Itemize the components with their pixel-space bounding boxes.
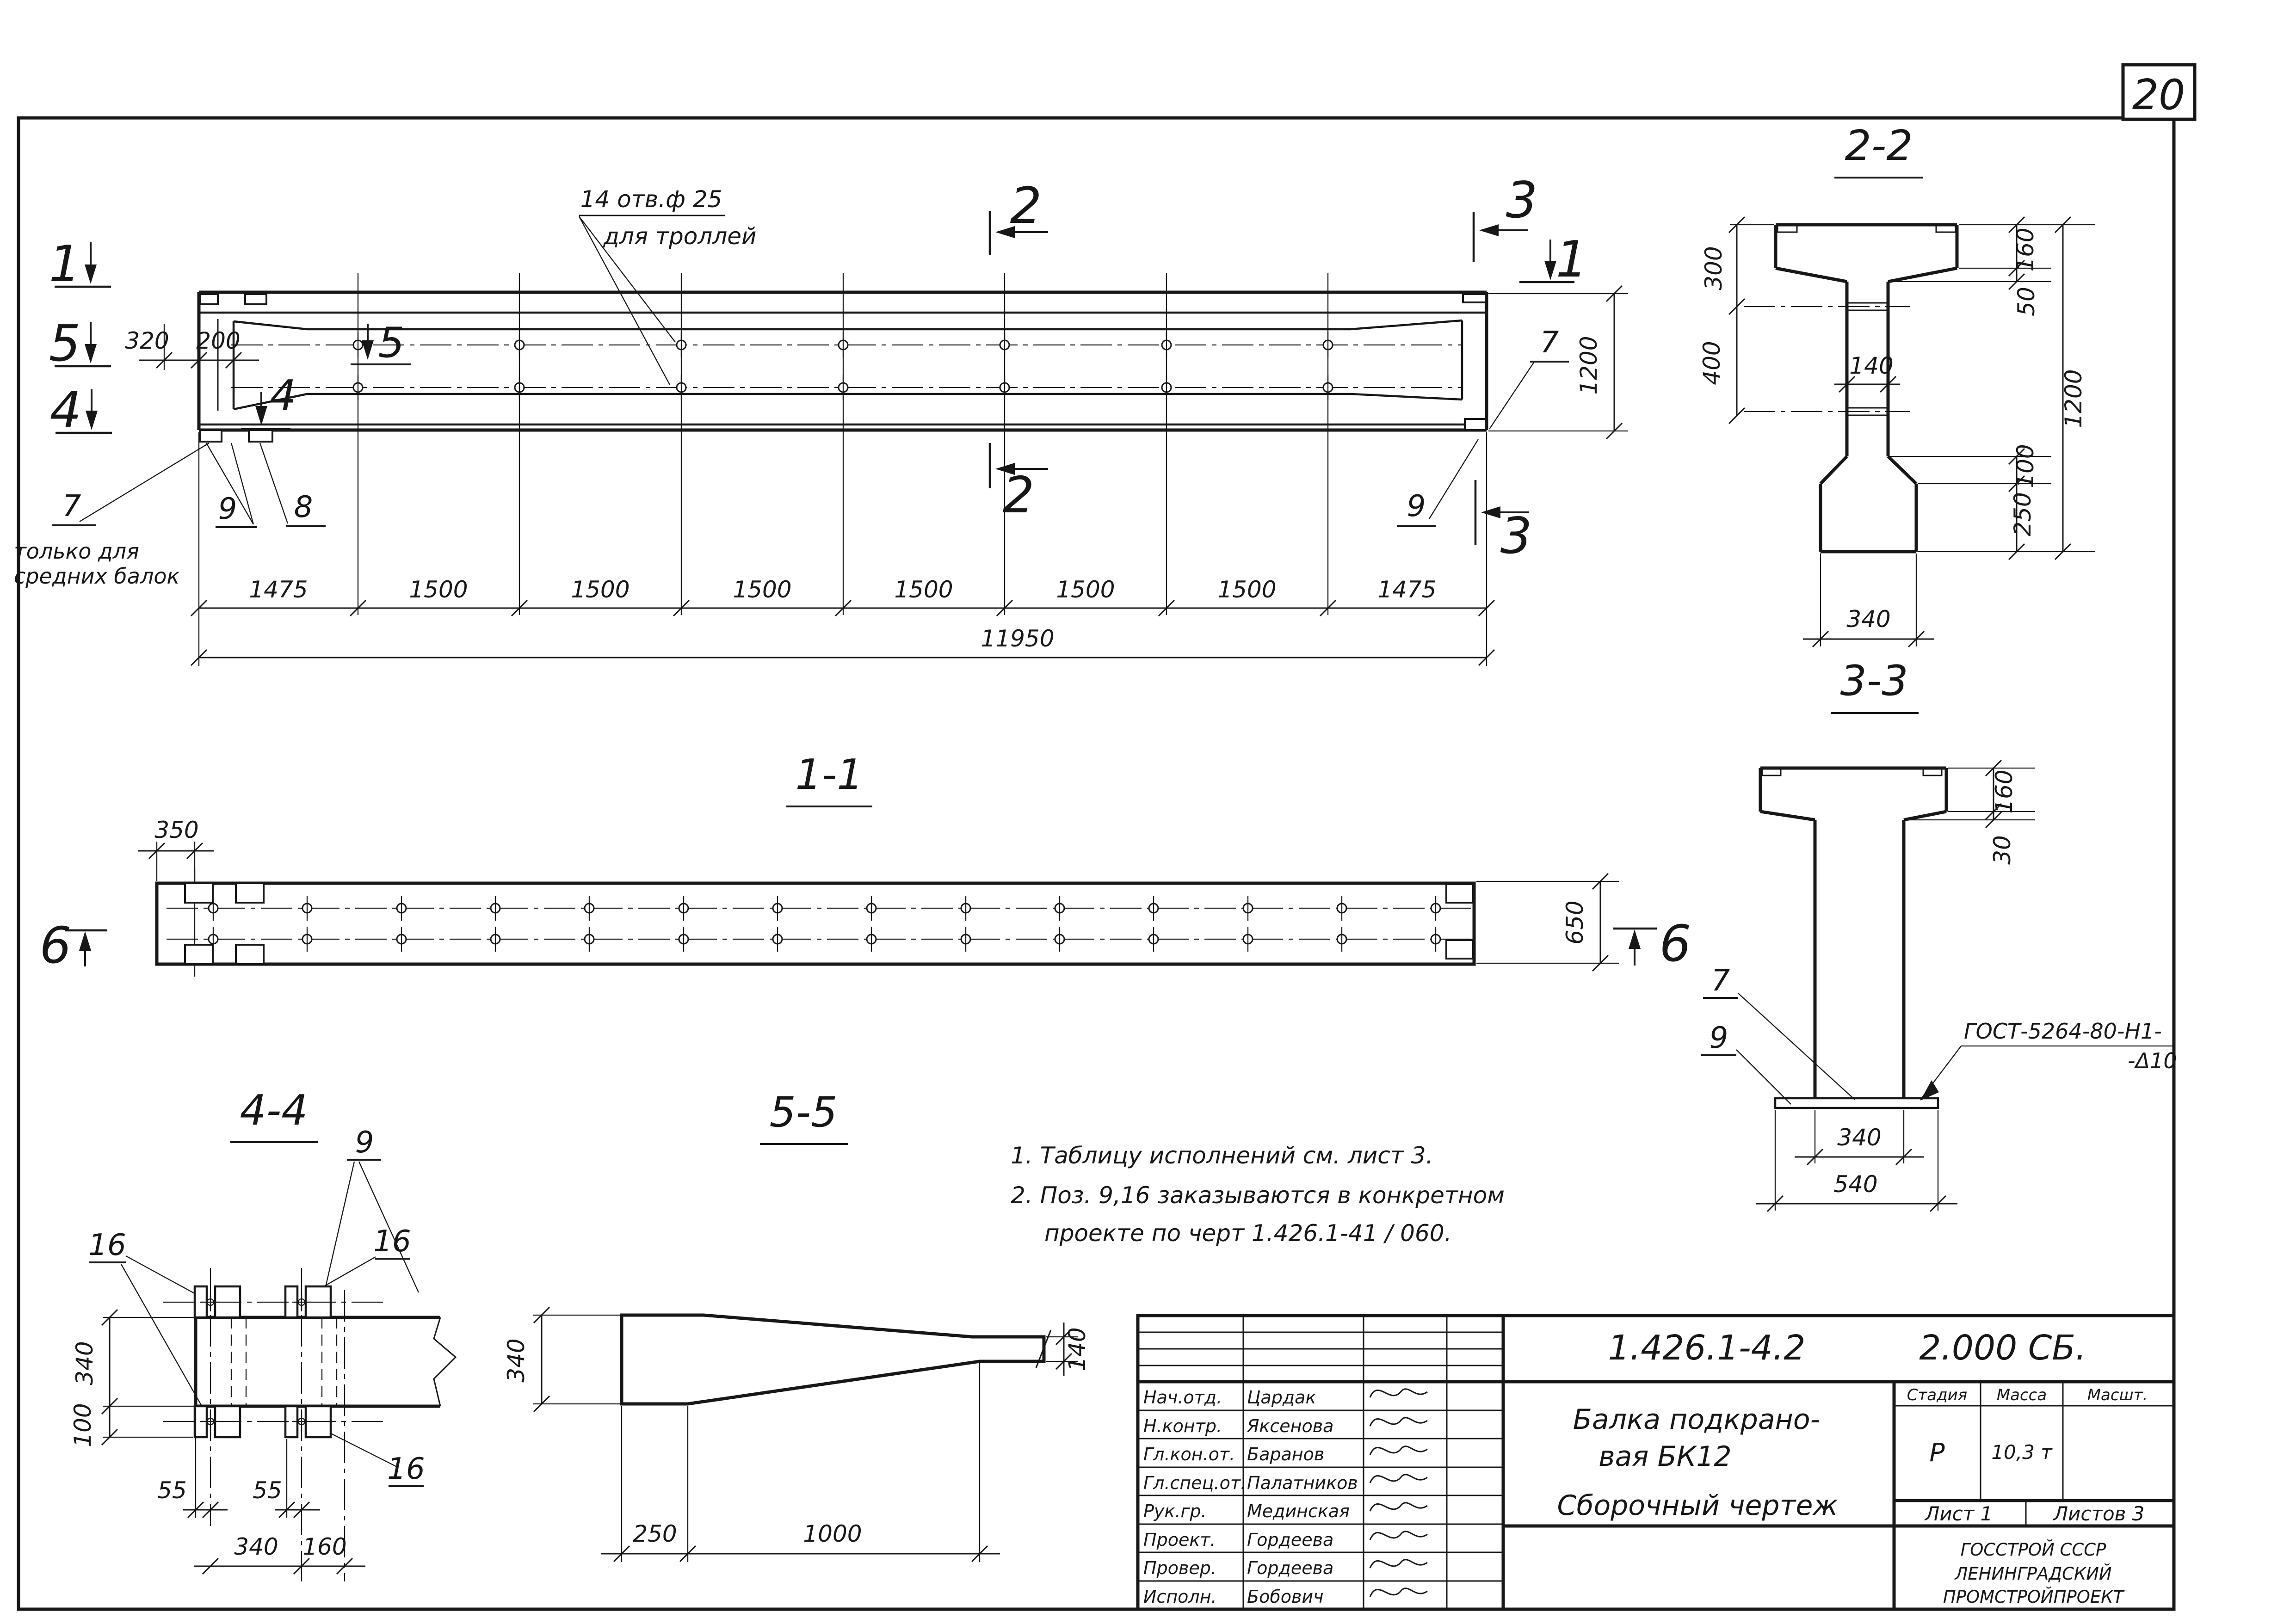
mark-digit: 3	[1500, 507, 1532, 565]
sheet-number: 20	[2132, 71, 2185, 119]
row-name: Палатников	[1247, 1473, 1358, 1493]
item-label: 9	[1709, 1021, 1728, 1055]
dim-label: 1500	[571, 576, 630, 603]
trolley-holes	[231, 332, 1462, 400]
dim-340-540	[1756, 1110, 1957, 1212]
dim-label: 55	[157, 1477, 187, 1504]
item-label: 9	[355, 1126, 374, 1160]
dim-label: 300	[1700, 246, 1727, 290]
dim-140	[1834, 352, 1900, 392]
section-mark-5-left	[49, 315, 111, 373]
dim-label: 100	[2012, 444, 2039, 488]
item-label: 9	[218, 492, 237, 526]
row-role: Провер.	[1143, 1558, 1216, 1578]
section-mark-6-left	[40, 917, 107, 975]
section-title: 5-5	[769, 1088, 838, 1137]
row-role: Нач.отд.	[1143, 1387, 1222, 1408]
item-7-callout-right	[1489, 326, 1569, 429]
dim-label: 140	[1849, 352, 1894, 379]
row-role: Исполн.	[1143, 1587, 1217, 1607]
dim-320-200	[125, 324, 259, 370]
dim-340-100-left	[69, 1310, 194, 1447]
dim-label: 1200	[2060, 369, 2087, 428]
mark-digit: 5	[49, 315, 81, 373]
item-label: 7	[62, 489, 81, 523]
mark-digit: 5	[378, 319, 405, 367]
dim-1200	[2055, 217, 2087, 560]
mass-value: 10,3 т	[1991, 1441, 2052, 1464]
elevation-view	[14, 172, 1628, 666]
dim-label: 140	[1064, 1327, 1091, 1372]
dim-label: 540	[1833, 1171, 1878, 1198]
dim-label: 350	[154, 817, 199, 843]
dim-label: 1475	[249, 576, 308, 603]
dim-label: 30	[1989, 835, 2016, 865]
col-mass: Масса	[1996, 1386, 2047, 1404]
drawing-title-line3: Сборочный чертеж	[1557, 1489, 1838, 1522]
section-mark-3	[1474, 172, 1537, 565]
dim-label: 1475	[1377, 576, 1437, 603]
item-9-callout-right	[1397, 439, 1478, 526]
notes	[1011, 1142, 1505, 1247]
weld-spec-line2: -Δ10	[2128, 1048, 2177, 1073]
section-mark-6-right	[1613, 915, 1691, 973]
section-3-3	[1701, 657, 2177, 1212]
item-label: 16	[387, 1452, 425, 1486]
org-line3: ПРОМСТРОЙПРОЕКТ	[1943, 1587, 2124, 1607]
item-label: 16	[88, 1228, 126, 1262]
dim-label: 200	[196, 327, 241, 354]
dim-label: 340	[234, 1533, 278, 1560]
dim-250-1000	[601, 1363, 1000, 1562]
dim-340-160-bottom	[194, 1533, 365, 1574]
row-name: Мединская	[1247, 1501, 1350, 1521]
item-7-note1: только для	[14, 539, 139, 564]
dim-label: 400	[1698, 341, 1725, 385]
section-mark-2	[990, 177, 1048, 524]
dim-label: 1000	[803, 1520, 862, 1547]
dim-300-400	[1698, 217, 1774, 424]
row-name: Яксенова	[1247, 1416, 1334, 1436]
item-9-callout	[324, 1126, 419, 1295]
weld-annotation	[1920, 1019, 2177, 1101]
row-role: Н.контр.	[1143, 1416, 1222, 1436]
plan-view-1-1	[40, 750, 1691, 977]
section-mark-4-left	[50, 381, 112, 439]
dim-label: 50	[2013, 287, 2040, 316]
item-9-callout	[206, 443, 257, 527]
item-8-callout	[260, 443, 326, 526]
signature	[1370, 1503, 1427, 1511]
holes-note-line1: 14 отв.ф 25	[580, 186, 722, 213]
item-label: 9	[1407, 489, 1426, 523]
mark-digit: 1	[49, 235, 81, 293]
signature	[1370, 1389, 1427, 1397]
sheets-cell: Листов 3	[2053, 1502, 2145, 1525]
item-label: 16	[373, 1224, 411, 1259]
item-label: 8	[294, 490, 313, 524]
section-4-4	[69, 1086, 456, 1581]
signature	[1370, 1475, 1427, 1483]
row-name: Гордеева	[1247, 1558, 1334, 1578]
item-9-callout	[1701, 1021, 1791, 1104]
signature	[1370, 1560, 1427, 1568]
item-7-note2: средних балок	[14, 564, 180, 589]
dim-label: 1500	[1217, 576, 1277, 603]
section-title: 2-2	[1845, 122, 1913, 170]
hole-column-centerlines	[358, 273, 1328, 615]
note-line-3: проекте по черт 1.426.1-41 / 060.	[1044, 1220, 1452, 1247]
dim-340	[1803, 554, 1934, 647]
mark-digit: 6	[39, 917, 72, 975]
row-role: Проект.	[1143, 1530, 1216, 1550]
note-line-2: 2. Поз. 9,16 заказываются в конкретном	[1011, 1182, 1505, 1209]
dim-label: 160	[2012, 228, 2039, 272]
section-mark-4-inbeam	[241, 371, 296, 429]
dim-label: 340	[1837, 1124, 1882, 1151]
item-label: 7	[1540, 326, 1559, 360]
mark-digit: 6	[1659, 915, 1691, 973]
section-title: 4-4	[240, 1086, 308, 1135]
dim-label: 1200	[1575, 336, 1602, 395]
stage-value: Р	[1929, 1438, 1945, 1467]
dim-label: 250	[2009, 492, 2036, 536]
mark-digit: 4	[270, 371, 296, 420]
doc-number: 1.426.1-4.2	[1608, 1328, 1806, 1368]
signature	[1370, 1446, 1427, 1455]
section-mark-1-left	[49, 235, 111, 293]
dim-label: 320	[125, 327, 169, 354]
mark-digit: 1	[1555, 231, 1588, 289]
section-5-5	[503, 1088, 1091, 1562]
clip-channels	[195, 1286, 331, 1437]
view-title: 1-1	[795, 750, 864, 799]
dim-label: 11950	[981, 625, 1055, 652]
drawing-title-line1: Балка подкрано-	[1573, 1403, 1821, 1436]
row-role: Гл.спец.от.	[1143, 1473, 1247, 1493]
row-name: Баранов	[1247, 1444, 1325, 1464]
signature	[1370, 1588, 1427, 1597]
dim-label: 160	[1991, 769, 2018, 814]
dim-label: 340	[503, 1338, 530, 1383]
signature	[1370, 1418, 1427, 1426]
row-name: Бобович	[1247, 1587, 1324, 1607]
title-block	[1138, 1316, 2174, 1609]
mark-digit: 3	[1506, 172, 1538, 229]
row-role: Рук.гр.	[1143, 1501, 1207, 1521]
dim-100-250	[1890, 444, 2095, 560]
mark-digit: 2	[1002, 467, 1035, 524]
dim-label: 55	[253, 1477, 282, 1504]
item-7-callout	[14, 443, 209, 589]
signature	[1370, 1532, 1427, 1540]
holes-note-line2: для троллей	[603, 223, 757, 250]
dim-label: 1500	[733, 576, 792, 603]
item-label: 7	[1711, 964, 1730, 998]
section-mark-1-right	[1519, 231, 1587, 289]
mark-digit: 2	[1010, 177, 1042, 235]
row-name: Гордеева	[1247, 1530, 1334, 1550]
sheet-cell: Лист 1	[1925, 1502, 1993, 1525]
col-scale: Масшт.	[2087, 1386, 2148, 1404]
holes-note	[579, 186, 757, 385]
drawing-title-line2: вая БК12	[1599, 1440, 1732, 1473]
doc-suffix: 2.000 СБ.	[1919, 1328, 2086, 1368]
dim-160-50	[1890, 217, 2095, 316]
dim-340-left	[503, 1307, 620, 1412]
dim-650	[1476, 874, 1619, 971]
weld-spec-line1: ГОСТ-5264-80-Н1-	[1964, 1019, 2162, 1044]
org-line1: ГОССТРОЙ СССР	[1960, 1540, 2106, 1560]
dim-label: 1500	[894, 576, 953, 603]
dim-label: 1500	[1056, 576, 1115, 603]
org-line2: ЛЕНИНГРАДСКИЙ	[1955, 1564, 2112, 1584]
dim-label: 1500	[409, 576, 468, 603]
dim-label: 160	[302, 1533, 347, 1560]
dim-140-right	[1046, 1323, 1091, 1376]
row-role: Гл.кон.от.	[1143, 1444, 1235, 1464]
dim-label: 250	[633, 1520, 677, 1547]
mark-digit: 4	[49, 381, 82, 439]
col-stage: Стадия	[1907, 1386, 1968, 1404]
note-line-1: 1. Таблицу исполнений см. лист 3.	[1011, 1142, 1433, 1169]
section-title: 3-3	[1840, 657, 1908, 705]
dim-label: 340	[71, 1341, 98, 1385]
dim-label: 100	[69, 1403, 96, 1447]
section-2-2	[1698, 122, 2095, 647]
dim-label: 650	[1562, 900, 1588, 945]
dim-350	[138, 817, 214, 881]
row-name: Цардак	[1247, 1387, 1316, 1408]
dim-label: 340	[1846, 606, 1891, 633]
signature-rows	[1143, 1387, 1427, 1607]
plan-holes	[209, 896, 1440, 952]
